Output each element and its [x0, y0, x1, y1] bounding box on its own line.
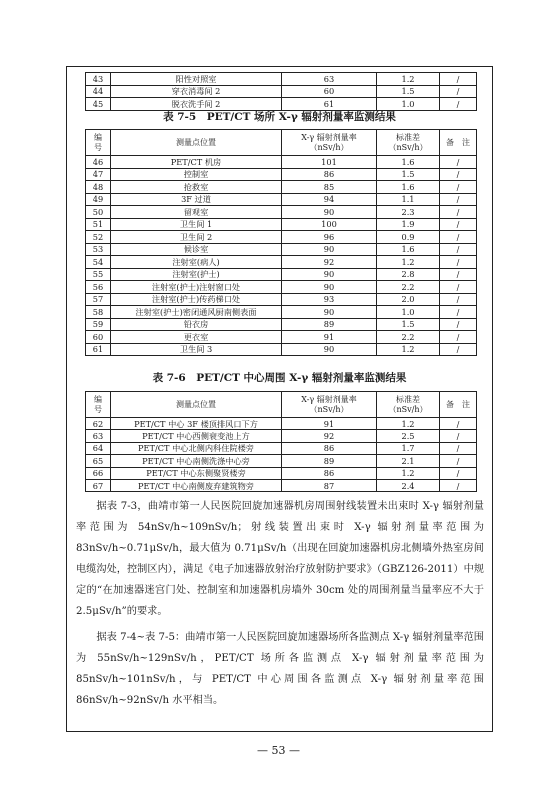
cell-number: 59: [86, 318, 111, 331]
table-row: [86, 168, 477, 181]
cell-location: 铅衣房: [111, 318, 282, 331]
cell-std-dev: 2.2: [377, 331, 440, 344]
table-7-5: [85, 129, 477, 356]
cell-number: 58: [86, 306, 111, 319]
header-note: 备 注: [440, 130, 477, 156]
cell-dose-rate: 91: [282, 418, 377, 430]
cell-note: /: [440, 430, 477, 442]
header-number: 编 号: [86, 392, 111, 418]
cell-location: 注射室(护士)注射窗口处: [111, 281, 282, 294]
header-dose-rate: X-γ 辐射剂量率 （nSv/h）: [282, 392, 377, 418]
cell-note: /: [440, 73, 477, 86]
header-number: 编 号: [86, 130, 111, 156]
cell-dose-rate: 89: [282, 455, 377, 467]
cell-note: /: [440, 479, 477, 491]
cell-number: 51: [86, 218, 111, 231]
header-note: 备 注: [440, 392, 477, 418]
table-continued-rows: [85, 72, 477, 111]
cell-number: 64: [86, 442, 111, 454]
cell-dose-rate: 86: [282, 467, 377, 479]
table-row: [86, 479, 477, 491]
cell-number: 65: [86, 455, 111, 467]
cell-number: 67: [86, 479, 111, 491]
cell-number: 52: [86, 231, 111, 244]
cell-dose-rate: 90: [282, 268, 377, 281]
cell-dose-rate: 93: [282, 293, 377, 306]
cell-number: 47: [86, 168, 111, 181]
cell-number: 45: [86, 98, 111, 111]
cell-location: PET/CT 中心南侧洗涤中心旁: [111, 455, 282, 467]
cell-location: PET/CT 机房: [111, 156, 282, 169]
cell-dose-rate: 90: [282, 343, 377, 356]
cell-location: PET/CT 中心南侧废弃建筑物旁: [111, 479, 282, 491]
cell-note: /: [440, 455, 477, 467]
table-row: [86, 318, 477, 331]
header-std-dev: 标准差 （nSv/h）: [377, 392, 440, 418]
cell-dose-rate: 92: [282, 256, 377, 269]
table-row: [86, 231, 477, 244]
cell-dose-rate: 86: [282, 168, 377, 181]
cell-number: 56: [86, 281, 111, 294]
cell-std-dev: 2.5: [377, 430, 440, 442]
cell-number: 57: [86, 293, 111, 306]
header-std-dev: 标准差 （nSv/h）: [377, 130, 440, 156]
cell-dose-rate: 96: [282, 231, 377, 244]
cell-std-dev: 2.1: [377, 455, 440, 467]
cell-location: 脱衣洗手间 2: [111, 98, 282, 111]
cell-dose-rate: 90: [282, 281, 377, 294]
cell-dose-rate: 85: [282, 181, 377, 194]
cell-dose-rate: 91: [282, 331, 377, 344]
cell-dose-rate: 92: [282, 430, 377, 442]
cell-note: /: [440, 331, 477, 344]
cell-note: /: [440, 243, 477, 256]
cell-number: 43: [86, 73, 111, 86]
cell-std-dev: 1.2: [377, 256, 440, 269]
cell-location: PET/CT 中心 3F 楼顶排风口下方: [111, 418, 282, 430]
cell-dose-rate: 89: [282, 318, 377, 331]
cell-location: 注射室(护士)传药梯口处: [111, 293, 282, 306]
table-row: [86, 306, 477, 319]
cell-dose-rate: 90: [282, 306, 377, 319]
cell-std-dev: 2.8: [377, 268, 440, 281]
cell-note: /: [440, 343, 477, 356]
table-row: [86, 256, 477, 269]
cell-note: /: [440, 268, 477, 281]
cell-dose-rate: 61: [282, 98, 377, 111]
cell-number: 53: [86, 243, 111, 256]
cell-dose-rate: 94: [282, 193, 377, 206]
table-7-6: [85, 391, 477, 492]
table-row: [86, 243, 477, 256]
cell-location: 卫生间 2: [111, 231, 282, 244]
cell-std-dev: 1.6: [377, 243, 440, 256]
cell-note: /: [440, 281, 477, 294]
table-row: [86, 181, 477, 194]
cell-std-dev: 1.5: [377, 168, 440, 181]
cell-location: 注射室(护士): [111, 268, 282, 281]
cell-note: /: [440, 156, 477, 169]
cell-location: 控制室: [111, 168, 282, 181]
cell-std-dev: 1.1: [377, 193, 440, 206]
cell-number: 49: [86, 193, 111, 206]
cell-number: 46: [86, 156, 111, 169]
cell-number: 48: [86, 181, 111, 194]
cell-std-dev: 2.2: [377, 281, 440, 294]
cell-dose-rate: 63: [282, 73, 377, 86]
cell-std-dev: 1.7: [377, 442, 440, 454]
table-row: [86, 331, 477, 344]
cell-number: 50: [86, 206, 111, 219]
table-row: [86, 218, 477, 231]
cell-location: 更衣室: [111, 331, 282, 344]
cell-note: /: [440, 85, 477, 98]
cell-location: PET/CT 中心东侧聚贤楼旁: [111, 467, 282, 479]
cell-number: 44: [86, 85, 111, 98]
cell-std-dev: 1.0: [377, 306, 440, 319]
cell-std-dev: 1.5: [377, 85, 440, 98]
cell-note: /: [440, 181, 477, 194]
table-row: [86, 455, 477, 467]
cell-number: 62: [86, 418, 111, 430]
header-location: 测量点位置: [111, 130, 282, 156]
cell-std-dev: 1.6: [377, 181, 440, 194]
cell-std-dev: 1.2: [377, 73, 440, 86]
cell-std-dev: 1.2: [377, 343, 440, 356]
table-header-row: [86, 130, 477, 156]
cell-dose-rate: 87: [282, 479, 377, 491]
table-row: [86, 467, 477, 479]
cell-std-dev: 1.0: [377, 98, 440, 111]
cell-location: 留观室: [111, 206, 282, 219]
table-row: [86, 293, 477, 306]
cell-note: /: [440, 98, 477, 111]
cell-dose-rate: 86: [282, 442, 377, 454]
table-row: [86, 430, 477, 442]
table-row: [86, 156, 477, 169]
page-number: — 53 —: [257, 744, 300, 757]
cell-dose-rate: 90: [282, 206, 377, 219]
cell-number: 55: [86, 268, 111, 281]
cell-dose-rate: 60: [282, 85, 377, 98]
table-row: [86, 442, 477, 454]
table-row: [86, 85, 477, 98]
cell-std-dev: 0.9: [377, 231, 440, 244]
cell-std-dev: 1.9: [377, 218, 440, 231]
table-row: [86, 343, 477, 356]
cell-note: /: [440, 218, 477, 231]
cell-note: /: [440, 168, 477, 181]
cell-dose-rate: 100: [282, 218, 377, 231]
cell-location: 注射室(护士)密闭通风厨南侧表面: [111, 306, 282, 319]
table-row: [86, 206, 477, 219]
cell-dose-rate: 101: [282, 156, 377, 169]
cell-location: 注射室(病人): [111, 256, 282, 269]
cell-std-dev: 2.0: [377, 293, 440, 306]
cell-note: /: [440, 306, 477, 319]
cell-note: /: [440, 206, 477, 219]
cell-note: /: [440, 293, 477, 306]
cell-number: 66: [86, 467, 111, 479]
table-7-6-caption: 表 7-6 PET/CT 中心周围 X-γ 辐射剂量率监测结果: [152, 372, 407, 384]
table-row: [86, 281, 477, 294]
cell-std-dev: 1.5: [377, 318, 440, 331]
table-row: [86, 73, 477, 86]
cell-location: 卫生间 3: [111, 343, 282, 356]
paragraph-analysis-7-4-7-5: 据表 7-4~表 7-5：曲靖市第一人民医院回旋加速器场所各监测点 X-γ 辐射剂量率范围为 55nSv/h~129nSv/h，PET/CT 场所各监测点 X-γ 辐射剂量率范围为 85nSv/h~101nSv/h，与 PET/CT 中心周围各监测点 X-γ 辐射剂量率范围 86nSv/h~92nSv/h 水平相当。: [76, 632, 484, 706]
cell-location: PET/CT 中心西侧衰变池上方: [111, 430, 282, 442]
cell-std-dev: 2.4: [377, 479, 440, 491]
table-row: [86, 418, 477, 430]
cell-location: 阳性对照室: [111, 73, 282, 86]
cell-location: 穿衣消毒间 2: [111, 85, 282, 98]
cell-std-dev: 1.2: [377, 418, 440, 430]
cell-number: 63: [86, 430, 111, 442]
cell-note: /: [440, 231, 477, 244]
cell-number: 61: [86, 343, 111, 356]
cell-note: /: [440, 442, 477, 454]
table-row: [86, 268, 477, 281]
header-location: 测量点位置: [111, 392, 282, 418]
cell-location: 候诊室: [111, 243, 282, 256]
cell-std-dev: 1.6: [377, 156, 440, 169]
cell-number: 54: [86, 256, 111, 269]
cell-location: 卫生间 1: [111, 218, 282, 231]
cell-location: 抢救室: [111, 181, 282, 194]
table-7-5-caption: 表 7-5 PET/CT 场所 X-γ 辐射剂量率监测结果: [163, 111, 396, 123]
table-row: [86, 193, 477, 206]
cell-note: /: [440, 193, 477, 206]
cell-note: /: [440, 418, 477, 430]
cell-std-dev: 2.3: [377, 206, 440, 219]
cell-dose-rate: 90: [282, 243, 377, 256]
cell-note: /: [440, 318, 477, 331]
table-row: [86, 98, 477, 111]
cell-location: 3F 过道: [111, 193, 282, 206]
paragraph-analysis-7-3: 据表 7-3，曲靖市第一人民医院回旋加速器机房周围射线装置未出束时 X-γ 辐射剂量率范围为 54nSv/h~109nSv/h；射线装置出束时 X-γ 辐射剂量率范围为 83nSv/h~0.71μSv/h，最大值为 0.71μSv/h（出现在回旋加速器机房北侧墙外热室房间电缆沟处，控制区内），满足《电子加速器放射治疗放射防护要求》（GBZ126-2011）中规定的“在加速器迷宫门处、控制室和加速器机房墙外 30cm 处的周围剂量当量率应不大于 2.5μSv/h”的要求。: [76, 501, 484, 617]
cell-std-dev: 1.2: [377, 467, 440, 479]
cell-location: PET/CT 中心北侧内科住院楼旁: [111, 442, 282, 454]
cell-number: 60: [86, 331, 111, 344]
header-dose-rate: X-γ 辐射剂量率 （nSv/h）: [282, 130, 377, 156]
table-header-row: [86, 392, 477, 418]
cell-note: /: [440, 467, 477, 479]
cell-note: /: [440, 256, 477, 269]
